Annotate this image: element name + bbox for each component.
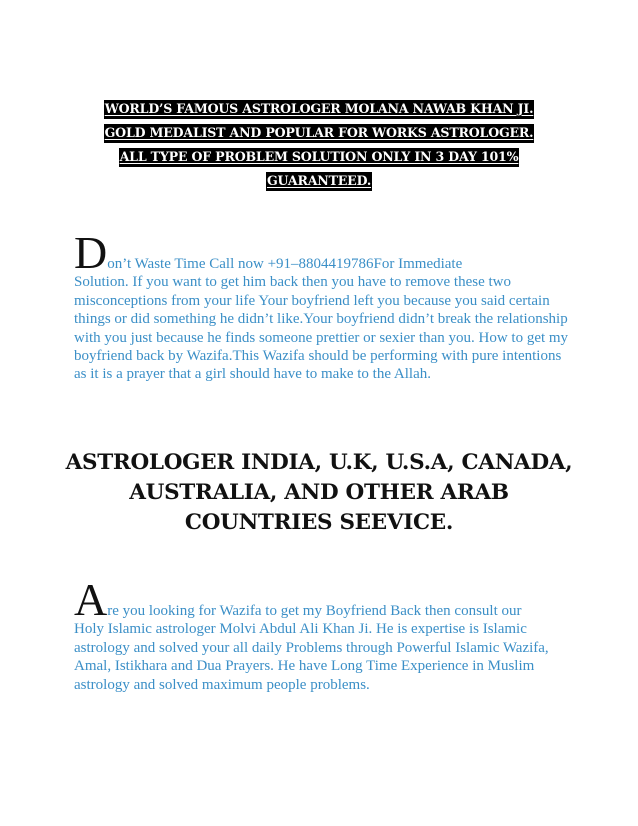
paragraph-1: [74, 227, 574, 384]
paragraph-2-first-line: re you looking for Wazifa to get my Boyfriend Back then consult our: [107, 603, 522, 619]
paragraph-1-body: Solution. If you want to get him back then you have to remove these two misconceptions from your life Your boyfriend left you because you said certain things or did something he didn’t like.Your boyfriend didn’t break the relationship with you just because he finds someone prettier or sexier than you. How to get my boyfriend back by Wazifa.This Wazifa should be performing with pure intentions as it is a prayer that a girl should have to make to the Allah.: [74, 274, 569, 383]
title-line-3: ALL TYPE OF PROBLEM SOLUTION ONLY IN 3 DAY 101%: [119, 148, 520, 167]
services-heading: ASTROLOGER INDIA, U.K, U.S.A, CANADA, AUSTRALIA, AND OTHER ARAB COUNTRIES SEEVICE.: [65, 450, 573, 535]
paragraph-2-body: Holy Islamic astrologer Molvi Abdul Ali Khan Ji. He is expertise is Islamic astrology and solved your all daily Problems through Powerful Islamic Wazifa, Amal, Istikhara and Dua Prayers. He have Long Time Experience in Muslim astrology and solved maximum people problems.: [74, 621, 549, 693]
title-line-1: WORLD’S FAMOUS ASTROLOGER MOLANA NAWAB KHAN JI.: [104, 100, 535, 119]
drop-cap-d: D: [74, 227, 108, 278]
paragraph-1-first-line: on’t Waste Time Call now +91–8804419786For Immediate: [107, 256, 463, 272]
title-line-2: GOLD MEDALIST AND POPULAR FOR WORKS ASTROLOGER.: [104, 124, 535, 143]
paragraph-2: [74, 574, 574, 694]
title-block: [60, 96, 578, 192]
drop-cap-a: A: [74, 574, 108, 625]
title-line-4: GUARANTEED.: [266, 172, 372, 191]
